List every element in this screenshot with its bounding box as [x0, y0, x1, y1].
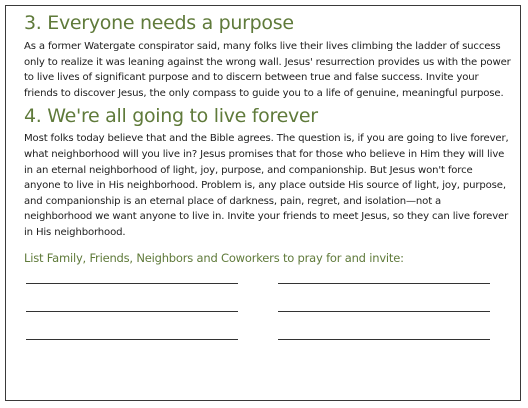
prayer-list-blanks — [24, 272, 512, 340]
handout-panel — [5, 5, 521, 401]
section-4-title: 4. We're all going to live forever — [24, 105, 318, 128]
blank-line — [278, 272, 490, 284]
blank-line — [26, 272, 238, 284]
blank-line — [26, 300, 238, 312]
blank-line — [278, 328, 490, 340]
section-4-body: Most folks today believe that and the Bible agrees. The question is, if you are going to live forever, what neighborhood will you live in? Jesus promises that for those who believe in Him they will live in an eternal neighborhood of light, joy, purpose, and companionship. But Jesus won't force anyone to live in His neighborhood. Problem is, any place outside His source of light, joy, purpose, and companionship is an eternal place of darkness, pain, regret, and isolation—not a neighborhood we want anyone to live in. Invite your friends to meet Jesus, so they can live forever in His neighborhood. — [24, 133, 509, 238]
section-3-body: As a former Watergate conspirator said, many folks live their lives climbing the ladder of success only to realize it was leaning against the wrong wall. Jesus' resurrection provides us with the power to live lives of significant purpose and to discern between true and false success. Invite your friends to discover Jesus, the only compass to guide you to a life of genuine, meaningful purpose. — [24, 41, 511, 99]
handout-content — [24, 11, 512, 340]
blank-line — [278, 300, 490, 312]
section-3-title: 3. Everyone needs a purpose — [24, 12, 294, 34]
blank-line — [26, 328, 238, 340]
prayer-list-prompt: List Family, Friends, Neighbors and Coworkers to pray for and invite: — [24, 250, 404, 265]
